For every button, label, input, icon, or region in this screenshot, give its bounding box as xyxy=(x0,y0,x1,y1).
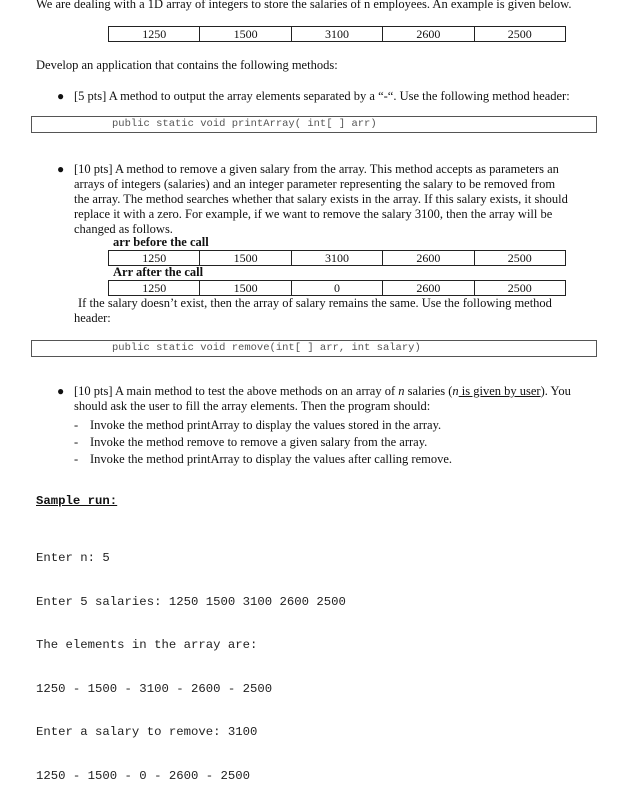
array-cell: 1500 xyxy=(200,281,291,296)
task1-code: public static void printArray( int[ ] arr) xyxy=(112,118,377,130)
array-cell: 1250 xyxy=(109,281,200,296)
intro-text: We are dealing with a 1D array of integers to store the salaries of n employees. An example is given below. xyxy=(36,0,572,11)
after-call-label: Arr after the call xyxy=(113,265,204,279)
task2-paragraph xyxy=(74,162,594,237)
bullet-dot-icon: ● xyxy=(57,162,65,176)
sample-line: Enter n: 5 xyxy=(36,551,110,565)
task2-line: the array. The method searches whether that salary exists in the array. If this salary exists, it should xyxy=(74,192,568,206)
array-cell: 0 xyxy=(291,281,382,296)
after-array-table xyxy=(108,280,566,296)
task1-text: [5 pts] A method to output the array elements separated by a “-“. Use the following method header: xyxy=(74,89,570,103)
sample-line: The elements in the array are: xyxy=(36,638,258,652)
array-cell: 1250 xyxy=(109,27,200,42)
task2-line: replace it with a zero. For example, if we want to remove the salary 3100, then the array will be xyxy=(74,207,553,221)
develop-text: Develop an application that contains the following methods: xyxy=(36,58,338,72)
bullet-dot-icon: ● xyxy=(57,89,65,103)
sample-line: 1250 - 1500 - 3100 - 2600 - 2500 xyxy=(36,681,273,696)
sample-run-heading: Sample run: xyxy=(36,494,118,508)
array-cell: 2500 xyxy=(474,281,565,296)
array-cell: 2600 xyxy=(383,251,474,266)
task1-code-box xyxy=(31,116,597,133)
array-cell: 2500 xyxy=(474,27,565,42)
task3-item: - Invoke the method printArray to display the values after calling remove. xyxy=(74,452,453,466)
dash-icon: - xyxy=(74,452,79,466)
task2-code-box xyxy=(31,340,597,357)
after-array-row xyxy=(109,281,566,296)
array-cell: 1500 xyxy=(200,27,291,42)
array-cell: 1250 xyxy=(109,251,200,266)
array-cell: 2600 xyxy=(383,281,474,296)
task3-item: - Invoke the method printArray to display the values stored in the array. xyxy=(74,418,442,432)
array-cell: 2500 xyxy=(474,251,565,266)
task2-line: changed as follows. xyxy=(74,222,173,236)
task2-note-line2: header: xyxy=(74,311,111,325)
bullet-dot-icon: ● xyxy=(57,384,65,398)
task2-line: [10 pts] A method to remove a given salary from the array. This method accepts as parameters an xyxy=(74,162,559,176)
sample-line: Enter a salary to remove: 3100 xyxy=(36,725,258,739)
array-cell: 2600 xyxy=(383,27,474,42)
sample-line: Enter 5 salaries: 1250 1500 3100 2600 2500 xyxy=(36,594,346,609)
before-array-table xyxy=(108,250,566,266)
dash-icon: - xyxy=(74,418,79,432)
task3-item: - Invoke the method remove to remove a given salary from the array. xyxy=(74,435,428,449)
task3-line2: should ask the user to fill the array elements. Then the program should: xyxy=(74,399,431,413)
task2-note xyxy=(74,296,599,326)
dash-icon: - xyxy=(74,435,79,449)
array-cell: 3100 xyxy=(291,27,382,42)
array-cell: 3100 xyxy=(291,251,382,266)
task3-line1: [10 pts] A main method to test the above methods on an array of n salaries (n is given by user). You xyxy=(74,384,571,398)
array-cell: 1500 xyxy=(200,251,291,266)
task2-note-line1: If the salary doesn’t exist, then the array of salary remains the same. Use the following method xyxy=(78,296,552,310)
sample-line: 1250 - 1500 - 0 - 2600 - 2500 xyxy=(36,768,251,783)
task2-line: arrays of integers (salaries) and an integer parameter representing the salary to be removed from xyxy=(74,177,556,191)
sample-output xyxy=(36,522,346,798)
example-array-row xyxy=(109,27,566,42)
task3-paragraph xyxy=(74,384,599,414)
task2-code: public static void remove(int[ ] arr, int salary) xyxy=(112,342,421,354)
example-array-table xyxy=(108,26,566,42)
before-array-row xyxy=(109,251,566,266)
before-call-label: arr before the call xyxy=(113,235,209,249)
